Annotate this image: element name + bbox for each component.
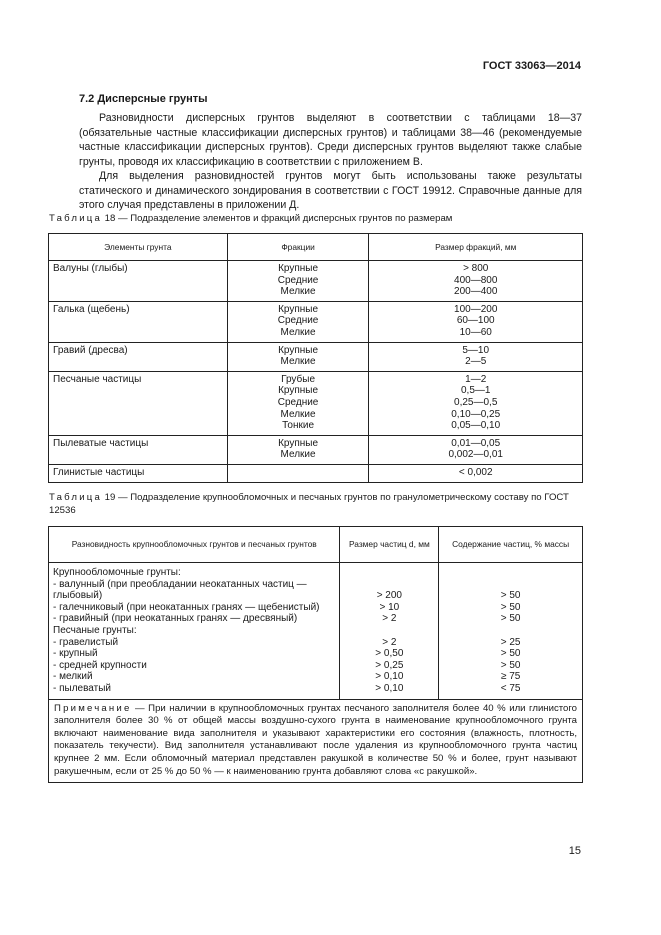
fraction-label: Мелкие bbox=[280, 408, 316, 420]
table-row bbox=[49, 301, 583, 342]
table19-header-size: Размер частиц d, мм bbox=[340, 527, 439, 563]
size-cell: > 2 bbox=[340, 613, 439, 625]
fraction-label: Тонкие bbox=[282, 420, 315, 432]
size-value: > 800 bbox=[463, 263, 489, 274]
size-value: 0,25—0,5 bbox=[454, 396, 498, 408]
table19-caption bbox=[49, 492, 583, 517]
table-row bbox=[49, 671, 583, 683]
size-cell: > 200 bbox=[340, 579, 439, 602]
size-cell: > 0,10 bbox=[340, 683, 439, 699]
table-row bbox=[49, 648, 583, 660]
size-value: 5—10 bbox=[462, 344, 490, 356]
table-row bbox=[49, 563, 583, 579]
size-value: 0,01—0,05 bbox=[451, 437, 501, 449]
size-value: 0,5—1 bbox=[460, 385, 491, 397]
fraction-label: Средние bbox=[277, 274, 319, 286]
size-value: 10—60 bbox=[459, 326, 492, 338]
size-cell: > 0,10 bbox=[340, 671, 439, 683]
size-cell bbox=[369, 464, 583, 482]
size-cell: > 0,25 bbox=[340, 660, 439, 672]
table18-body bbox=[49, 261, 583, 483]
table-row bbox=[49, 613, 583, 625]
size-cell bbox=[340, 625, 439, 637]
size-value: 0,10—0,25 bbox=[451, 408, 501, 420]
content-cell: > 50 bbox=[439, 613, 583, 625]
type-cell: Песчаные грунты: bbox=[49, 625, 340, 637]
content-cell: > 50 bbox=[439, 660, 583, 672]
size-value: 0,05—0,10 bbox=[451, 420, 501, 432]
fraction-label: Средние bbox=[277, 315, 319, 327]
fraction-cell bbox=[227, 301, 369, 342]
size-value: 2—5 bbox=[465, 356, 487, 368]
table19-caption-word: Таблица bbox=[49, 492, 103, 503]
type-cell: - гравийный (при неокатанных гранях — дресвяный) bbox=[49, 613, 340, 625]
size-value: 400—800 bbox=[454, 274, 498, 286]
table-row bbox=[49, 342, 583, 371]
type-cell: - гравелистый bbox=[49, 637, 340, 649]
paragraph-2: Для выделения разновидностей грунтов могут быть использованы также результаты статического и динамического зондирования в соответствии с ГОСТ 19912. Справочные данные для этого случая представлены в приложении Д. bbox=[79, 170, 582, 211]
size-value: 1—2 bbox=[465, 373, 487, 385]
size-cell bbox=[369, 261, 583, 302]
table18-header-elements: Элементы грунта bbox=[49, 234, 228, 261]
content-cell: > 50 bbox=[439, 648, 583, 660]
fraction-label: Мелкие bbox=[280, 326, 316, 338]
table19-caption-text: 19 — Подразделение крупнообломочных и песчаных грунтов по гранулометрическому составу по ГОСТ 12536 bbox=[49, 492, 569, 516]
table-row bbox=[49, 602, 583, 614]
fraction-label: Крупные bbox=[278, 344, 319, 356]
fraction-cell bbox=[227, 435, 369, 464]
content-cell: < 75 bbox=[439, 683, 583, 699]
type-cell: - валунный (при преобладании неокатанных частиц — глыбовый) bbox=[49, 579, 340, 602]
table-row bbox=[49, 625, 583, 637]
paragraph-1: Разновидности дисперсных грунтов выделяют в соответствии с таблицами 18—37 (обязательные частные классификации дисперсных грунтов) и таблицами 38—46 (рекомендуемые частные классификации дисперсных грунтов). Среди дисперсных грунтов выделяют также слабые грунты, проводя их классификацию в соответствии с приложением В. bbox=[79, 112, 582, 168]
table-row bbox=[49, 660, 583, 672]
element-cell: Пылеватые частицы bbox=[49, 435, 228, 464]
content-cell: > 25 bbox=[439, 637, 583, 649]
size-cell: > 0,50 bbox=[340, 648, 439, 660]
size-cell: > 2 bbox=[340, 637, 439, 649]
type-cell: - мелкий bbox=[49, 671, 340, 683]
fraction-label: Крупные bbox=[278, 263, 319, 274]
content-cell: ≥ 75 bbox=[439, 671, 583, 683]
element-cell: Глинистые частицы bbox=[49, 464, 228, 482]
fraction-cell bbox=[227, 261, 369, 302]
content-cell bbox=[439, 563, 583, 579]
table-row bbox=[49, 637, 583, 649]
table-row bbox=[49, 261, 583, 302]
document-code: ГОСТ 33063—2014 bbox=[482, 60, 581, 72]
table18-caption-word: Таблица bbox=[49, 213, 103, 224]
type-cell: - крупный bbox=[49, 648, 340, 660]
size-cell bbox=[369, 301, 583, 342]
size-value: 60—100 bbox=[456, 315, 495, 327]
page-number: 15 bbox=[568, 845, 581, 857]
size-value: 0,002—0,01 bbox=[448, 449, 503, 461]
table-19 bbox=[48, 526, 583, 783]
table18-header-fractions: Фракции bbox=[227, 234, 369, 261]
size-value: 100—200 bbox=[454, 303, 498, 315]
content-cell bbox=[439, 625, 583, 637]
section-title: 7.2 Дисперсные грунты bbox=[79, 93, 208, 105]
fraction-label: Средние bbox=[277, 396, 319, 408]
note-text: — При наличии в крупнообломочных грунтах песчаного заполнителя более 40 % или глинистого заполнителя более 30 % от общей массы воздушно-сухого грунта в наименование крупнообломочного грунта включают наименование вида заполнителя и указывают характеристики его состояния (влажность, плотность, показатель текучести). Вид заполнителя устанавливают после удаления из крупнообломочного грунта частиц крупнее 2 мм. Если обломочный материал представлен ракушкой в количестве 50 % и более, грунт называют ракушечным, если от 25 % до 50 % — к наименованию грунта добавляют слова «с ракушкой». bbox=[54, 702, 577, 777]
fraction-label: Мелкие bbox=[280, 356, 316, 368]
type-cell: - средней крупности bbox=[49, 660, 340, 672]
fraction-cell bbox=[227, 464, 369, 482]
table18-caption-text: 18 — Подразделение элементов и фракций дисперсных грунтов по размерам bbox=[102, 213, 453, 224]
table-row bbox=[49, 371, 583, 435]
size-cell bbox=[369, 435, 583, 464]
note-label: Примечание bbox=[54, 702, 132, 714]
size-value: < 0,002 bbox=[458, 466, 493, 478]
element-cell: Гравий (дресва) bbox=[49, 342, 228, 371]
element-cell: Песчаные частицы bbox=[49, 371, 228, 435]
size-cell bbox=[369, 371, 583, 435]
type-cell: - пылеватый bbox=[49, 683, 340, 699]
size-cell bbox=[340, 563, 439, 579]
table-row bbox=[49, 464, 583, 482]
fraction-label: Мелкие bbox=[280, 286, 316, 298]
element-cell: Валуны (глыбы) bbox=[49, 261, 228, 302]
table18-caption bbox=[49, 213, 583, 226]
size-cell bbox=[369, 342, 583, 371]
fraction-label: Крупные bbox=[278, 303, 319, 315]
element-cell: Галька (щебень) bbox=[49, 301, 228, 342]
content-cell: > 50 bbox=[439, 602, 583, 614]
size-cell: > 10 bbox=[340, 602, 439, 614]
fraction-label: Крупные bbox=[278, 385, 319, 397]
fraction-label: Мелкие bbox=[280, 449, 316, 461]
fraction-label: Грубые bbox=[281, 373, 316, 385]
type-cell: Крупнообломочные грунты: bbox=[49, 563, 340, 579]
table19-body bbox=[49, 563, 583, 700]
content-cell: > 50 bbox=[439, 579, 583, 602]
table19-header-type: Разновидность крупнообломочных грунтов и песчаных грунтов bbox=[49, 527, 340, 563]
fraction-cell bbox=[227, 342, 369, 371]
table19-header-content: Содержание частиц, % массы bbox=[439, 527, 583, 563]
table-row bbox=[49, 435, 583, 464]
type-cell: - галечниковый (при неокатанных гранях — щебенистый) bbox=[49, 602, 340, 614]
table-row bbox=[49, 683, 583, 699]
table-18 bbox=[48, 233, 583, 483]
fraction-cell bbox=[227, 371, 369, 435]
table19-note bbox=[49, 699, 583, 783]
table18-header-size: Размер фракций, мм bbox=[369, 234, 583, 261]
fraction-label: Крупные bbox=[278, 437, 319, 449]
table-row bbox=[49, 579, 583, 602]
size-value: 200—400 bbox=[454, 286, 498, 298]
